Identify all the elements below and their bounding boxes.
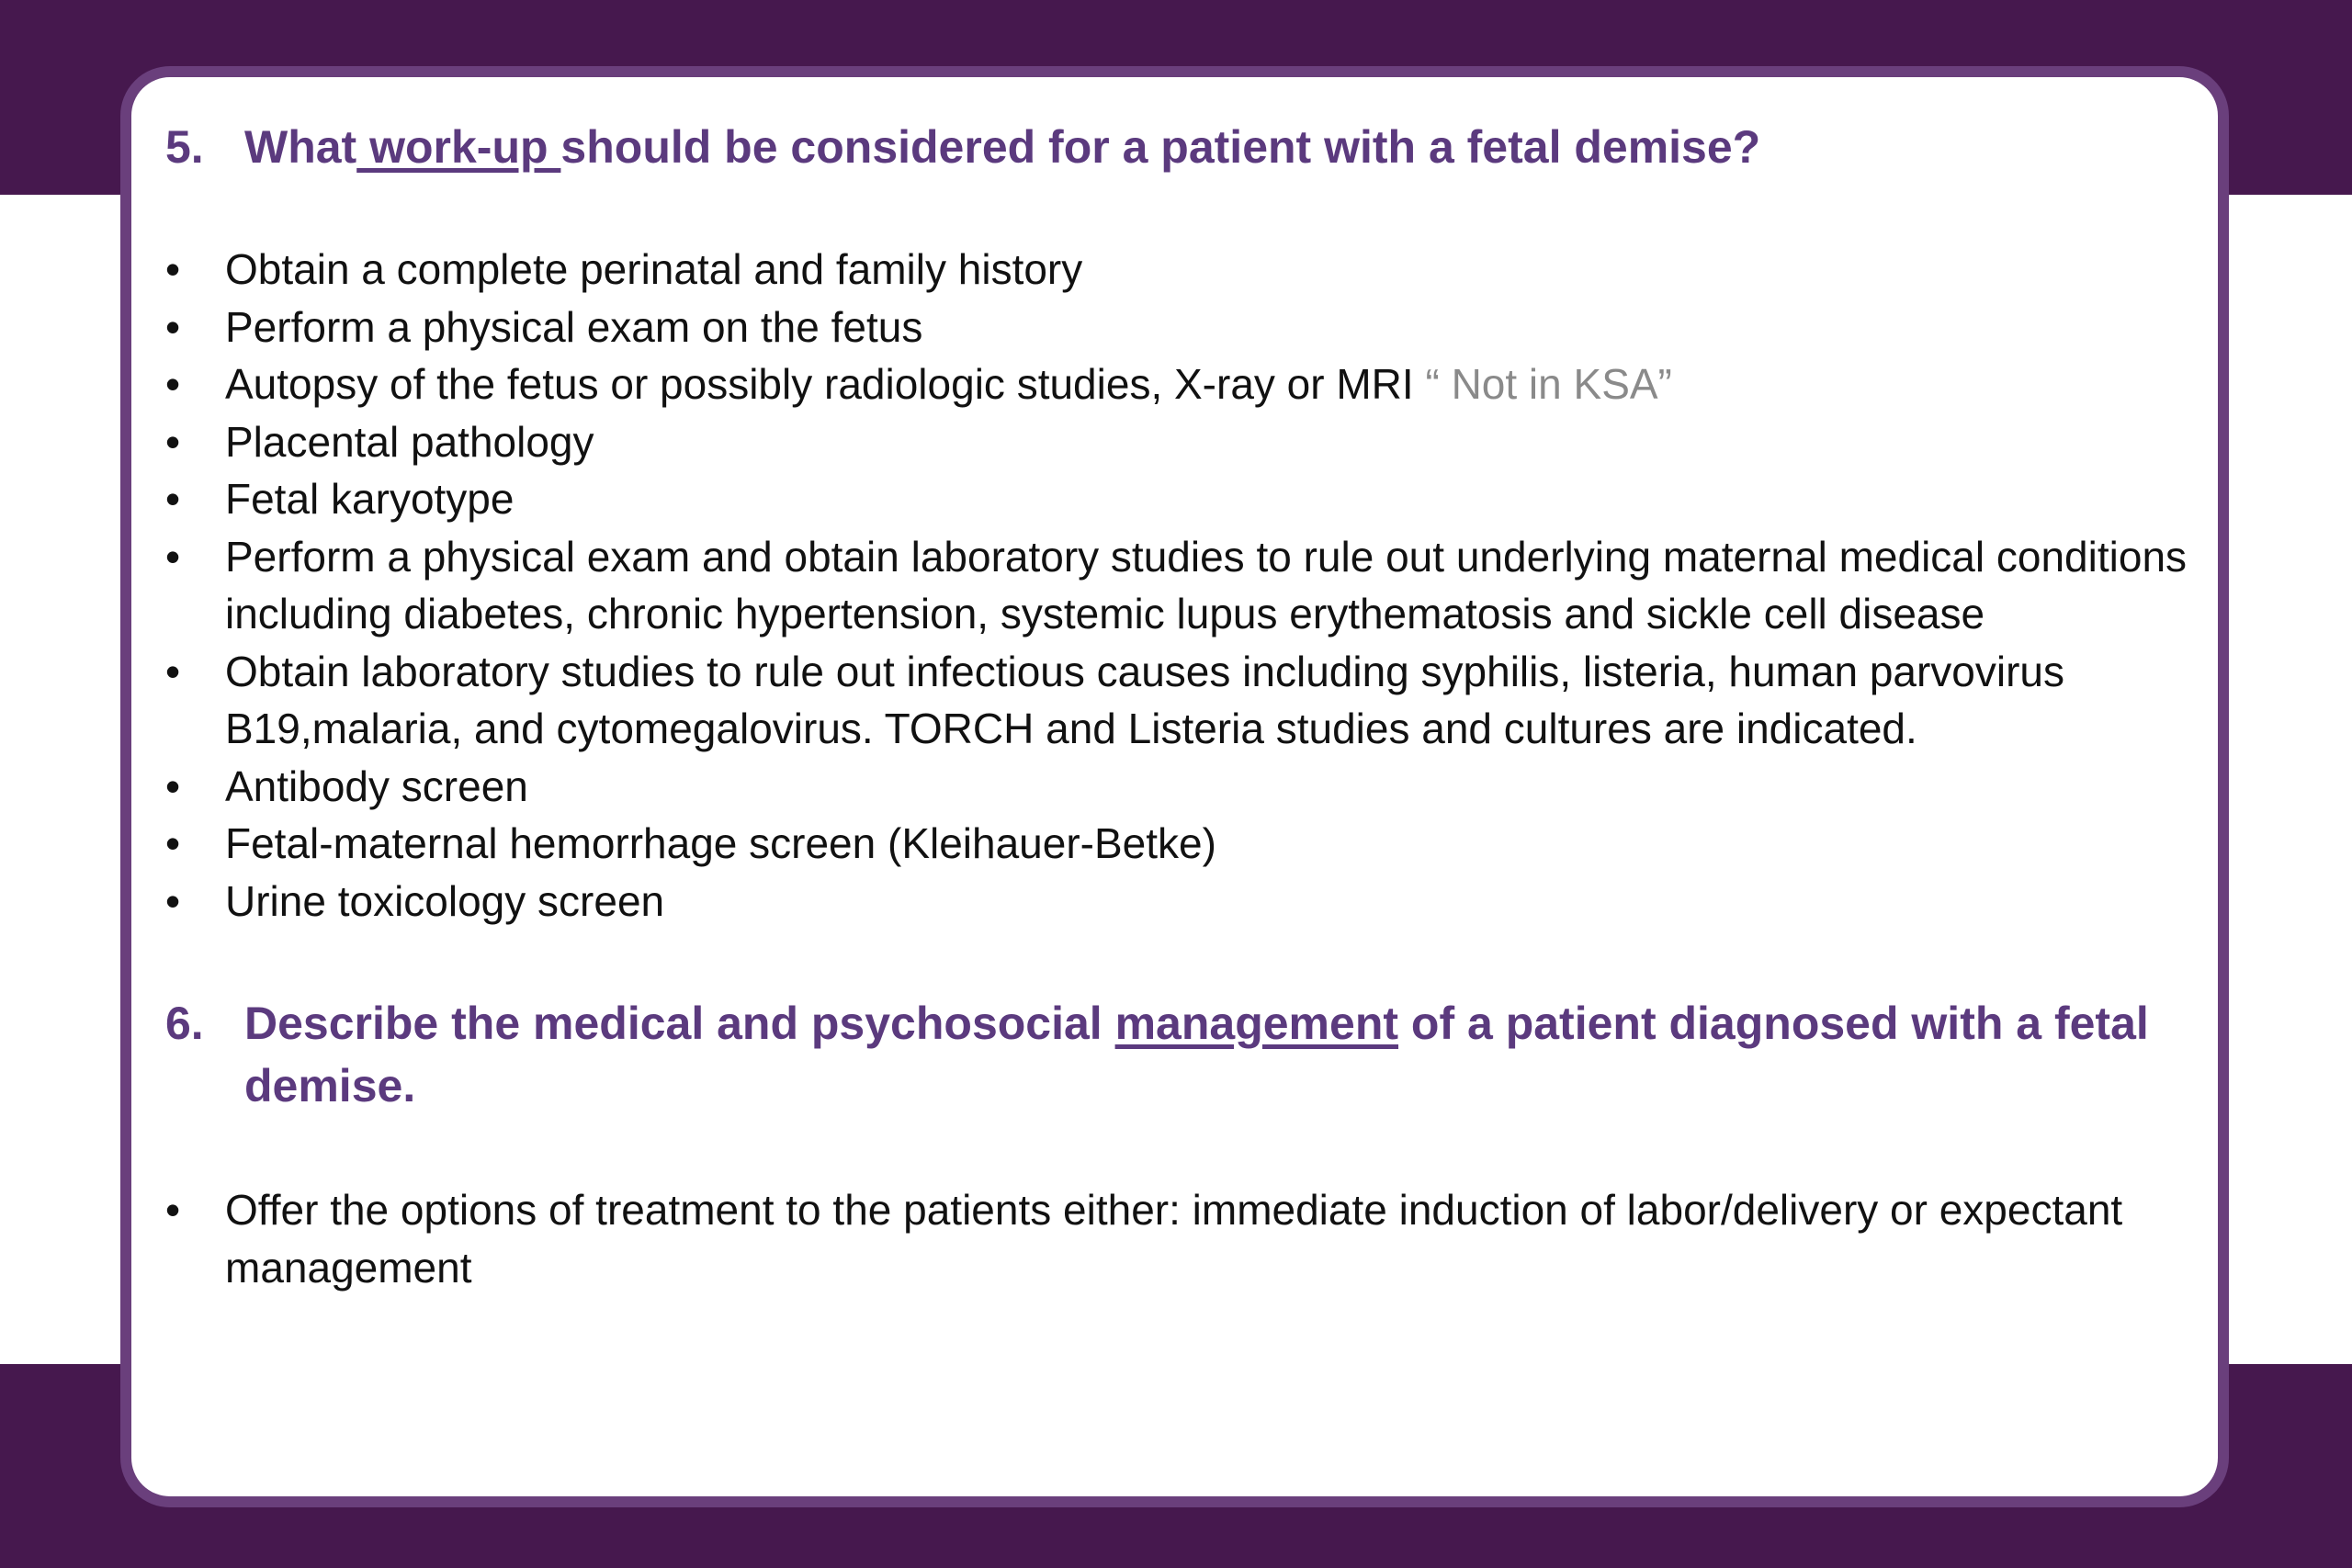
question-5-text (244, 116, 2297, 178)
workup-list (165, 241, 2297, 930)
list-item-text: Obtain a complete perinatal and family history (225, 245, 1083, 293)
bullet-icon: • (165, 647, 181, 695)
question-6-underlined: management (1114, 998, 1399, 1049)
question-5-text-before: What (244, 121, 357, 173)
question-6-text-after: of a patient diagnosed with a fetal demise. (244, 998, 2149, 1111)
question-6-heading (165, 992, 2297, 1117)
list-item (165, 470, 2297, 528)
list-item (165, 643, 2297, 758)
bullet-icon: • (165, 532, 181, 581)
question-6-text (244, 992, 2297, 1117)
list-item (165, 873, 2297, 931)
list-item-text: Autopsy of the fetus or possibly radiologic studies, X-ray or MRI (225, 360, 1426, 408)
list-item (165, 758, 2297, 816)
question-5-underlined: work-up (356, 121, 561, 173)
question-5-text-after: should be considered for a patient with a fetal demise? (560, 121, 1761, 173)
slide-content (165, 110, 2297, 1296)
list-item-text: Placental pathology (225, 417, 594, 466)
question-5-heading (165, 116, 2297, 178)
question-6-number: 6. (165, 998, 204, 1049)
list-item-text: Obtain laboratory studies to rule out infectious causes including syphilis, listeria, human parvovirus B19,malaria, and cytomegalovirus. TORCH and Listeria studies and cultures are indicated. (225, 647, 2065, 752)
bullet-icon: • (165, 475, 181, 523)
list-item (165, 815, 2297, 873)
bullet-icon: • (165, 302, 181, 351)
bullet-icon: • (165, 876, 181, 925)
bullet-icon: • (165, 761, 181, 810)
list-item (165, 241, 2297, 299)
list-item (165, 413, 2297, 471)
bullet-icon: • (165, 417, 181, 466)
list-item (165, 299, 2297, 356)
bullet-icon: • (165, 1186, 181, 1234)
list-item-text: Offer the options of treatment to the patients either: immediate induction of labor/delivery or expectant management (225, 1186, 2123, 1292)
list-item-text: Fetal karyotype (225, 475, 514, 523)
list-item-text: Urine toxicology screen (225, 876, 665, 925)
list-item (165, 528, 2297, 643)
bullet-icon: • (165, 245, 181, 293)
not-in-ksa-note: “ Not in KSA” (1425, 360, 1672, 408)
list-item (165, 355, 2297, 413)
list-item (165, 1181, 2297, 1296)
list-item-text: Antibody screen (225, 761, 528, 810)
question-5-number: 5. (165, 121, 204, 173)
bullet-icon: • (165, 819, 181, 867)
question-6-text-before: Describe the medical and psychosocial (244, 998, 1115, 1049)
list-item-text: Perform a physical exam on the fetus (225, 302, 923, 351)
list-item-text: Fetal-maternal hemorrhage screen (Kleihauer-Betke) (225, 819, 1216, 867)
bullet-icon: • (165, 360, 181, 408)
list-item-text: Perform a physical exam and obtain laboratory studies to rule out underlying maternal medical conditions including diabetes, chronic hypertension, systemic lupus erythematosis and sickle cell disease (225, 532, 2188, 637)
management-list (165, 1181, 2297, 1296)
